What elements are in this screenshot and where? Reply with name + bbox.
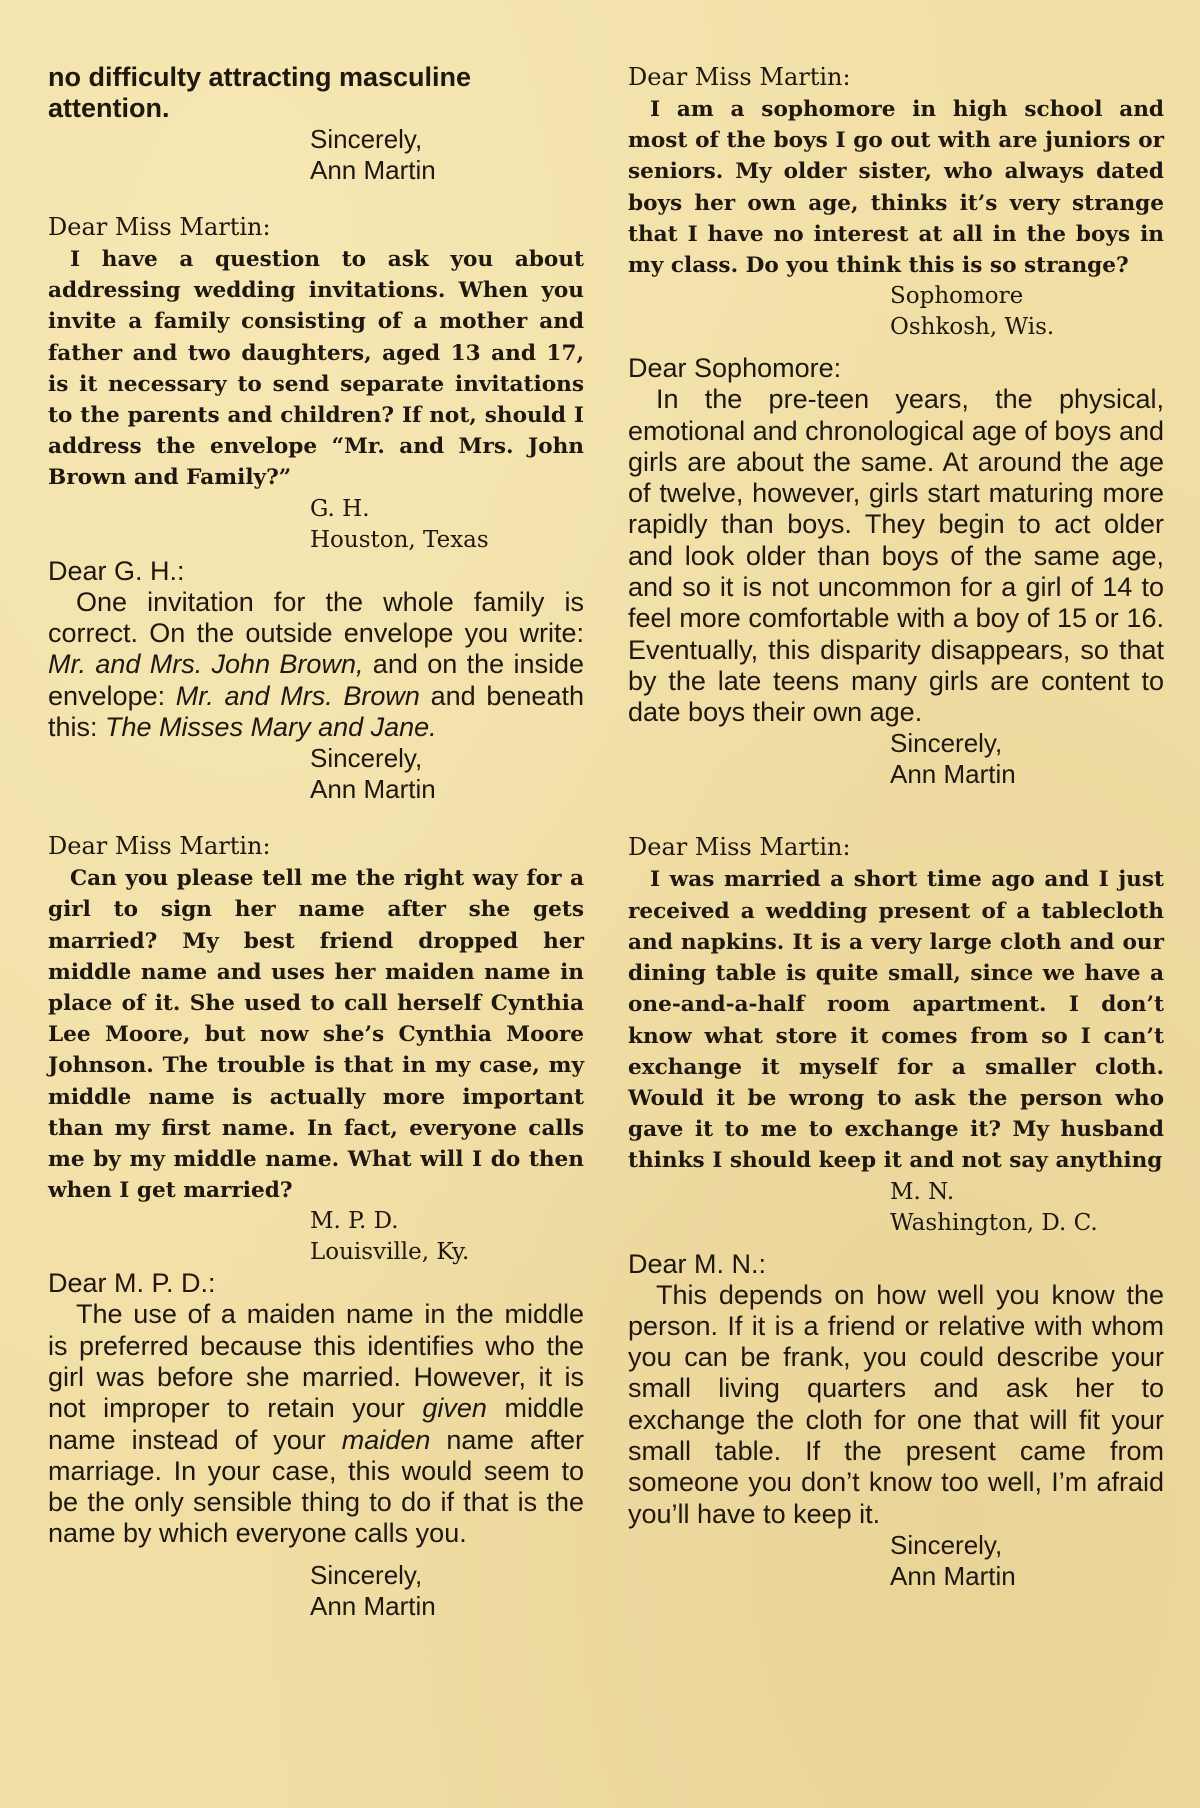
letter-signature [890,281,1164,343]
letter-salutation: Dear Miss Martin: [628,833,851,862]
signature-line: Sincerely, [310,1559,423,1590]
reply-body: This depends on how well you know the person. If it is a friend or relative with whom you can be frank, you could describe your small living quarters and ask her to exchange the cloth for one that will fit your small table. If the present came from someone you don’t know too well, I’m afraid you’ll have to keep it. [628,1279,1164,1529]
letter-signature [310,1206,584,1268]
reply-body: The use of a maiden name in the middle is preferred because this identifies who the girl was before she married. However, it is not improper to retain your given middle name instead of your maiden name after marriage. In your case, this would seem to be the only sensible thing to do if that is the name by which everyone calls you. [48,1299,584,1549]
reply-signature [890,1530,1164,1592]
signature-line: Sincerely, [310,743,423,774]
reply-signature [310,743,584,805]
signature-location: Louisville, Ky. [310,1239,470,1266]
signature-initials: M. N. [890,1178,955,1205]
letter-signature [310,494,584,556]
signature-initials: M. P. D. [310,1208,399,1235]
right-column [628,62,1164,1592]
reply-signature [890,728,1164,790]
signature-name: Ann Martin [890,759,1016,790]
signature-location: Houston, Texas [310,526,489,553]
signature-name: Ann Martin [310,155,436,185]
letter-salutation: Dear Miss Martin: [48,213,271,241]
reply-salutation: Dear G. H.: [48,555,185,586]
signature-name: Ann Martin [890,1560,1016,1591]
signature-name: Ann Martin [310,774,436,805]
letter-signature [890,1177,1164,1239]
letter-body: I was married a short time ago and I just received a wedding present of a tablecloth and napkins. It is a very large cloth and our dining table is quite small, since we have a one-and-a-half room apartment. I don’t know what store it comes from so I can’t exchange it myself for a smaller cloth. Would it be wrong to ask the person who gave it to me to exchange it? My husband thinks I should keep it and not say anything [628,867,1164,1174]
signature-initials: Sophomore [890,283,1024,310]
letter-body: I have a question to ask you about addressing wedding invitations. When you invite a family consisting of a mother and father and two daughters, aged 13 and 17, is it necessary to send separate invitations to the parents and children? If not, should I address the envelope “Mr. and Mrs. John Brown and Family?” [48,247,584,491]
reply-salutation: Dear M. P. D.: [48,1268,216,1299]
continued-text: no difficulty attracting masculine attention. [48,62,472,123]
signature-initials: G. H. [310,495,370,522]
letter-body: Can you please tell me the right way for a girl to sign her name after she gets married? My best friend dropped her middle name and uses her maiden name in place of it. She used to call herself Cynthia Lee Moore, but now she’s Cynthia Moore Johnson. The trouble is that in my case, my middle name is actually more important than my first name. In fact, everyone calls me by my middle name. What will I do then when I get married? [48,866,584,1204]
signature-location: Oshkosh, Wis. [890,314,1055,341]
reply-salutation: Dear M. N.: [628,1248,767,1279]
reply-body: In the pre-teen years, the physical, emotional and chronological age of boys and girls are about the same. At around the age of twelve, however, girls start maturing more rapidly than boys. They begin to act older and look older than boys of the same age, and so it is not uncommon for a girl of 14 to feel more comfortable with a boy of 15 or 16. Eventually, this disparity disappears, so that by the late teens many girls are content to date boys their own age. [628,384,1164,728]
reply-body: One invitation for the whole family is correct. On the outside envelope you write: Mr. and Mrs. John Brown, and on the inside envelope: Mr. and Mrs. Brown and beneath this: The Misses Mary and Jane. [48,586,584,742]
letter-salutation: Dear Miss Martin: [48,832,271,861]
signature-location: Washington, D. C. [890,1209,1098,1236]
reply-signature [310,1560,584,1622]
signature-line: Sincerely, [890,1529,1003,1560]
letter-salutation: Dear Miss Martin: [628,63,851,91]
signature-line: Sincerely, [310,124,423,154]
signature-line: Sincerely, [890,728,1003,759]
left-column [48,62,584,1622]
letter-body: I am a sophomore in high school and most of the boys I go out with are juniors or seniors. My older sister, who always dated boys her own age, thinks it’s very strange that I have no interest at all in the boys in my class. Do you think this is so strange? [628,97,1164,279]
signature-name: Ann Martin [310,1590,436,1621]
reply-salutation: Dear Sophomore: [628,353,842,384]
signature-block [310,124,584,186]
